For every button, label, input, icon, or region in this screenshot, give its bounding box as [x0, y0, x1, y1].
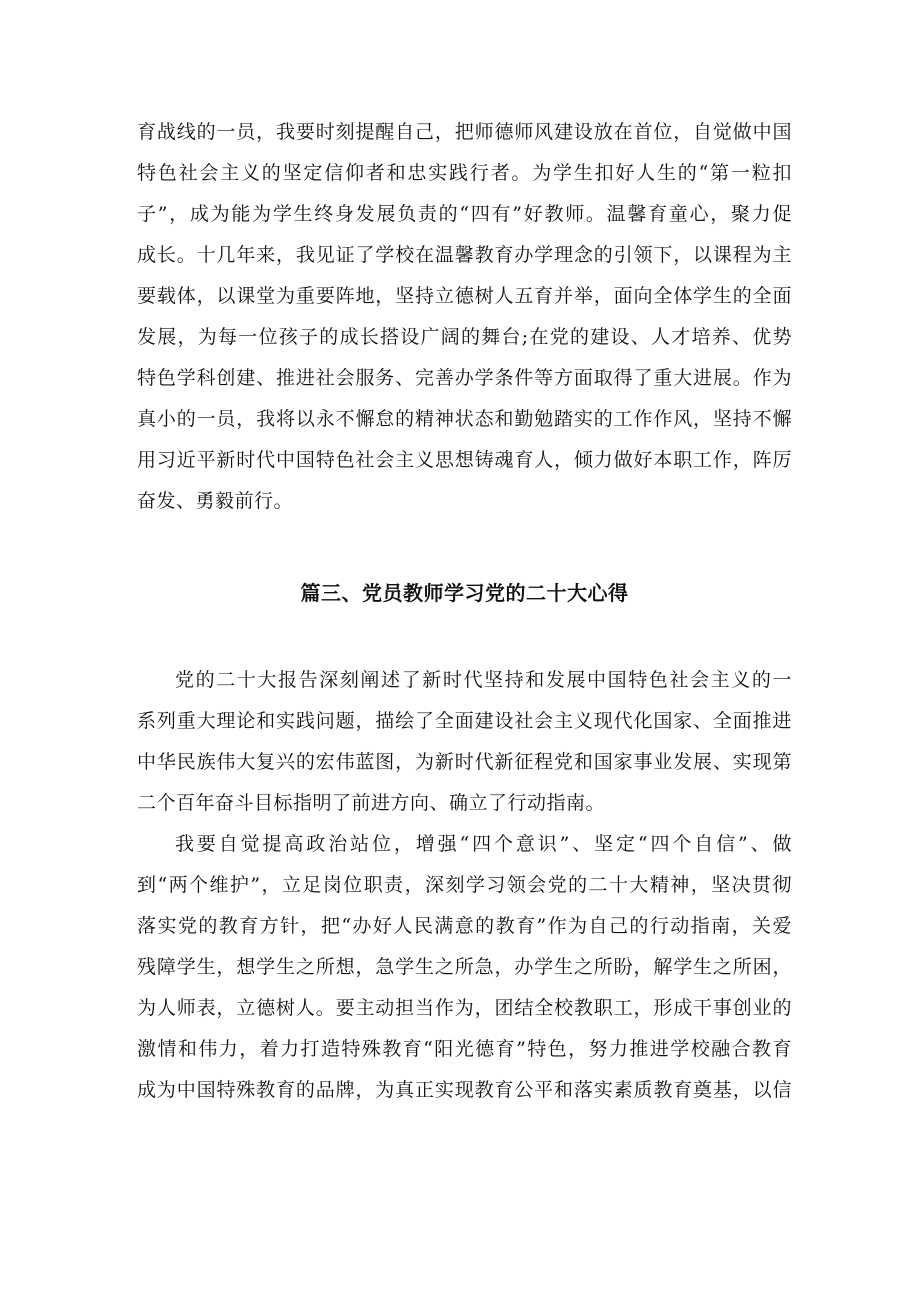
continued-paragraph	[137, 112, 792, 522]
section-heading: 篇三、党员教师学习党的二十大心得	[300, 581, 629, 605]
paragraph-2	[137, 824, 792, 1111]
paragraph-1	[137, 660, 792, 824]
paragraph-line: 为人师表，立德树人。要主动担当作为，团结全校教职工，形成干事创业的	[137, 997, 792, 1019]
paragraph-line: 发展，为每一位孩子的成长搭设广阔的舞台;在党的建设、人才培养、优势	[137, 326, 792, 348]
paragraph-line: 特色社会主义的坚定信仰者和忠实践行者。为学生扣好人生的“第一粒扣	[137, 162, 792, 184]
paragraph-line: 党的二十大报告深刻阐述了新时代坚持和发展中国特色社会主义的一	[175, 669, 792, 691]
paragraph-line: 真小的一员，我将以永不懈怠的精神状态和勤勉踏实的工作作风，坚持不懈	[137, 408, 792, 430]
document-page	[137, 112, 792, 1111]
paragraph-line: 中华民族伟大复兴的宏伟蓝图，为新时代新征程党和国家事业发展、实现第	[137, 751, 792, 773]
paragraph-line: 成为中国特殊教育的品牌，为真正实现教育公平和落实素质教育奠基，以信	[137, 1079, 792, 1101]
paragraph-line: 到“两个维护”，立足岗位职责，深刻学习领会党的二十大精神，坚决贯彻	[137, 874, 792, 896]
paragraph-line: 要载体，以课堂为重要阵地，坚持立德树人五育并举，面向全体学生的全面	[137, 285, 792, 307]
paragraph-line: 特色学科创建、推进社会服务、完善办学条件等方面取得了重大进展。作为	[137, 367, 792, 389]
paragraph-line: 二个百年奋斗目标指明了前进方向、确立了行动指南。	[137, 792, 606, 814]
paragraph-line: 成长。十几年来，我见证了学校在温馨教育办学理念的引领下，以课程为主	[137, 244, 792, 266]
paragraph-line: 用习近平新时代中国特色社会主义思想铸魂育人，倾力做好本职工作，阵厉	[137, 449, 792, 471]
paragraph-line: 落实党的教育方针，把“办好人民满意的教育”作为自己的行动指南，关爱	[137, 915, 792, 937]
paragraph-line: 奋发、勇毅前行。	[137, 490, 294, 512]
paragraph-line: 子”，成为能为学生终身发展负责的“四有”好教师。温馨育童心，聚力促	[137, 203, 792, 225]
paragraph-line: 残障学生，想学生之所想，急学生之所急，办学生之所盼，解学生之所困，	[137, 956, 792, 978]
paragraph-line: 我要自觉提高政治站位，增强“四个意识”、坚定“四个自信”、做	[175, 833, 792, 855]
paragraph-line: 育战线的一员，我要时刻提醒自己，把师德师风建设放在首位，自觉做中国	[137, 121, 792, 143]
paragraph-line: 系列重大理论和实践问题，描绘了全面建设社会主义现代化国家、全面推进	[137, 710, 792, 732]
paragraph-line: 激情和伟力，着力打造特殊教育“阳光德育”特色，努力推进学校融合教育	[137, 1038, 792, 1060]
